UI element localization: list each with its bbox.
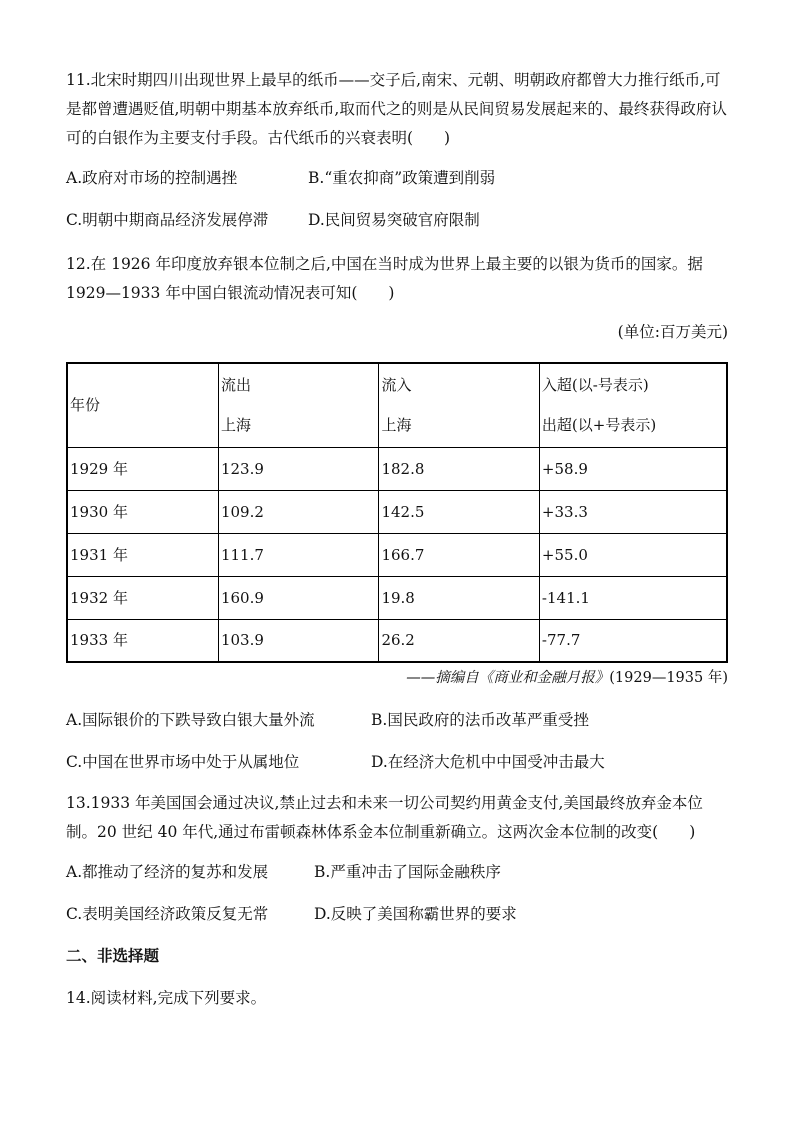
table-source-citation: [406, 666, 728, 687]
question-13-options-row-1: [66, 860, 728, 889]
header-net: [539, 363, 727, 447]
table-row: [67, 490, 727, 533]
cell-year: 1932 年: [67, 576, 218, 619]
header-net-line-1: 入超(以-号表示): [541, 376, 649, 395]
question-11-stem: 11.北宋时期四川出现世界上最早的纸币——交子后,南宋、元朝、明朝政府都曾大力推行纸币,可是都曾遭遇贬值,明朝中期基本放弃纸币,取而代之的则是从民间贸易发展起来的、最终获得政府认可的白银作为主要支付手段。古代纸币的兴衰表明( ): [66, 71, 727, 147]
cell-outflow: 123.9: [218, 447, 378, 490]
header-outflow: [218, 363, 378, 447]
cell-outflow: 111.7: [218, 533, 378, 576]
section-heading-non-choice: 二、非选择题: [66, 946, 160, 965]
question-11-option-d[interactable]: D.民间贸易突破官府限制: [308, 211, 480, 229]
table-unit-label: (单位:百万美元): [617, 323, 728, 341]
source-years: (1929—1935 年): [609, 670, 728, 686]
cell-inflow: 166.7: [379, 533, 539, 576]
source-title: ——摘编自《商业和金融月报》: [406, 670, 610, 686]
table-row: [67, 576, 727, 619]
cell-net: -141.1: [539, 576, 727, 619]
question-13-options-row-2: [66, 902, 728, 931]
table-row: [67, 447, 727, 490]
table-row: [67, 619, 727, 662]
cell-year: 1930 年: [67, 490, 218, 533]
header-outflow-line-1: 流出: [220, 376, 251, 395]
cell-inflow: 26.2: [379, 619, 539, 662]
cell-net: +55.0: [539, 533, 727, 576]
cell-year: 1929 年: [67, 447, 218, 490]
cell-outflow: 103.9: [218, 619, 378, 662]
table-row: [67, 533, 727, 576]
cell-year: 1931 年: [67, 533, 218, 576]
question-12-stem: 12.在 1926 年印度放弃银本位制之后,中国在当时成为世界上最主要的以银为货币的国家。据 1929—1933 年中国白银流动情况表可知( ): [66, 255, 703, 302]
question-13-option-d[interactable]: D.反映了美国称霸世界的要求: [314, 905, 517, 923]
cell-inflow: 19.8: [379, 576, 539, 619]
question-11-option-b[interactable]: B.“重农抑商”政策遭到削弱: [308, 169, 496, 187]
cell-inflow: 142.5: [379, 490, 539, 533]
question-12-options-row-1: [66, 708, 728, 737]
question-12-option-a[interactable]: A.国际银价的下跌导致白银大量外流: [66, 711, 315, 729]
table-header-row: [67, 363, 727, 447]
question-11-options-row-1: [66, 166, 728, 195]
cell-net: +33.3: [539, 490, 727, 533]
question-12-option-c[interactable]: C.中国在世界市场中处于从属地位: [66, 753, 300, 771]
cell-year: 1933 年: [67, 619, 218, 662]
question-11-options-row-2: [66, 208, 728, 237]
cell-outflow: 160.9: [218, 576, 378, 619]
header-year: 年份: [67, 363, 218, 447]
header-outflow-line-2: 上海: [220, 416, 251, 435]
question-11-option-a[interactable]: A.政府对市场的控制遇挫: [66, 169, 238, 187]
question-13-option-c[interactable]: C.表明美国经济政策反复无常: [66, 905, 269, 923]
question-12-options-row-2: [66, 750, 728, 779]
question-13-stem: 13.1933 年美国国会通过决议,禁止过去和未来一切公司契约用黄金支付,美国最终放弃金本位制。20 世纪 40 年代,通过布雷顿森林体系金本位制重新确立。这两次金本位制的改变( ): [66, 794, 703, 841]
question-14-stem: 14.阅读材料,完成下列要求。: [66, 989, 267, 1007]
header-inflow: [379, 363, 539, 447]
header-net-line-2: 出超(以+号表示): [541, 416, 657, 435]
header-inflow-line-2: 上海: [381, 416, 412, 435]
header-inflow-line-1: 流入: [381, 376, 412, 395]
question-13-option-a[interactable]: A.都推动了经济的复苏和发展: [66, 863, 269, 881]
question-13-option-b[interactable]: B.严重冲击了国际金融秩序: [314, 863, 501, 881]
cell-inflow: 182.8: [379, 447, 539, 490]
question-11-option-c[interactable]: C.明朝中期商品经济发展停滞: [66, 211, 269, 229]
silver-flow-table: [66, 362, 728, 663]
cell-outflow: 109.2: [218, 490, 378, 533]
question-12-option-b[interactable]: B.国民政府的法币改革严重受挫: [371, 711, 589, 729]
question-12-option-d[interactable]: D.在经济大危机中中国受冲击最大: [371, 753, 605, 771]
cell-net: +58.9: [539, 447, 727, 490]
cell-net: -77.7: [539, 619, 727, 662]
